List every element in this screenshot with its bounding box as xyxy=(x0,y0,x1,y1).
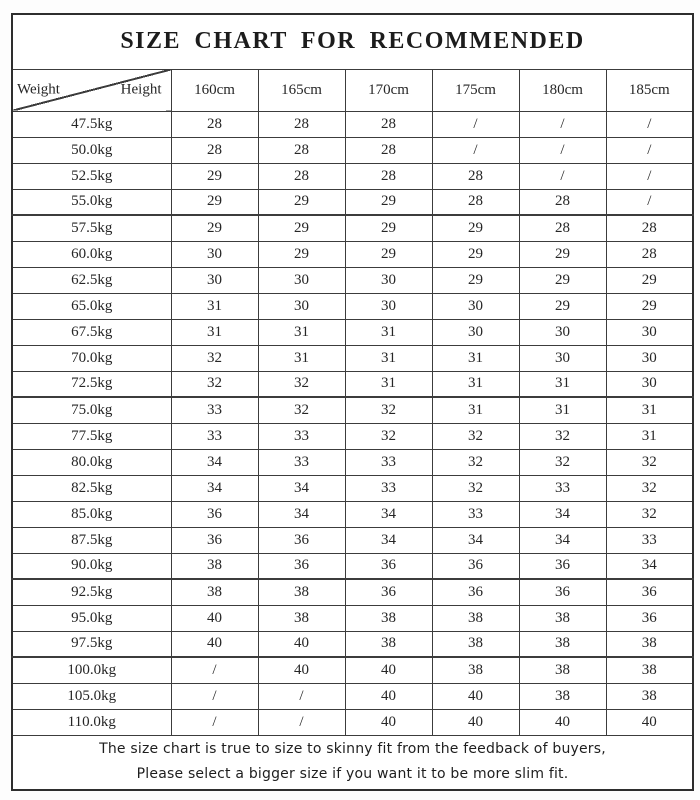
table-row xyxy=(12,267,693,293)
size-cell: 31 xyxy=(171,319,258,345)
footer-note xyxy=(12,735,693,790)
size-cell: 38 xyxy=(606,631,693,657)
size-cell: 36 xyxy=(606,579,693,605)
size-cell: 34 xyxy=(519,501,606,527)
size-cell: / xyxy=(171,683,258,709)
weight-cell: 55.0kg xyxy=(12,189,171,215)
size-cell: 29 xyxy=(519,293,606,319)
table-row xyxy=(12,657,693,683)
size-cell: 28 xyxy=(258,137,345,163)
size-cell: 32 xyxy=(345,423,432,449)
weight-cell: 52.5kg xyxy=(12,163,171,189)
weight-cell: 57.5kg xyxy=(12,215,171,241)
weight-cell: 82.5kg xyxy=(12,475,171,501)
size-cell: 31 xyxy=(345,345,432,371)
size-cell: 29 xyxy=(171,215,258,241)
weight-cell: 80.0kg xyxy=(12,449,171,475)
size-cell: 36 xyxy=(432,579,519,605)
size-cell: 40 xyxy=(171,605,258,631)
size-cell: 40 xyxy=(258,631,345,657)
column-header-170cm: 170cm xyxy=(345,69,432,111)
size-cell: 29 xyxy=(171,189,258,215)
size-cell: 28 xyxy=(258,163,345,189)
size-cell: 29 xyxy=(432,241,519,267)
size-cell: 40 xyxy=(171,631,258,657)
size-cell: 30 xyxy=(345,293,432,319)
weight-cell: 85.0kg xyxy=(12,501,171,527)
size-cell: 29 xyxy=(519,267,606,293)
size-cell: 30 xyxy=(258,293,345,319)
size-cell: 40 xyxy=(432,683,519,709)
size-cell: 29 xyxy=(519,241,606,267)
table-row xyxy=(12,423,693,449)
size-cell: 40 xyxy=(345,709,432,735)
size-cell: / xyxy=(519,163,606,189)
size-cell: 36 xyxy=(345,553,432,579)
size-cell: 30 xyxy=(258,267,345,293)
size-cell: 34 xyxy=(432,527,519,553)
size-cell: 28 xyxy=(345,111,432,137)
size-cell: 30 xyxy=(519,345,606,371)
table-row xyxy=(12,293,693,319)
weight-cell: 100.0kg xyxy=(12,657,171,683)
column-header-160cm: 160cm xyxy=(171,69,258,111)
size-cell: 31 xyxy=(171,293,258,319)
weight-cell: 67.5kg xyxy=(12,319,171,345)
size-cell: 33 xyxy=(432,501,519,527)
size-cell: 40 xyxy=(606,709,693,735)
column-header-185cm: 185cm xyxy=(606,69,693,111)
size-cell: 32 xyxy=(171,345,258,371)
size-cell: 28 xyxy=(171,111,258,137)
size-cell: 38 xyxy=(606,683,693,709)
size-cell: 36 xyxy=(345,579,432,605)
table-body xyxy=(12,111,693,735)
weight-cell: 47.5kg xyxy=(12,111,171,137)
weight-cell: 70.0kg xyxy=(12,345,171,371)
size-cell: 28 xyxy=(258,111,345,137)
size-cell: 33 xyxy=(606,527,693,553)
size-cell: 38 xyxy=(432,657,519,683)
size-cell: 28 xyxy=(345,163,432,189)
size-cell: 36 xyxy=(258,553,345,579)
size-cell: 38 xyxy=(432,605,519,631)
size-cell: 31 xyxy=(519,371,606,397)
size-cell: 28 xyxy=(606,241,693,267)
weight-cell: 97.5kg xyxy=(12,631,171,657)
size-cell: / xyxy=(606,163,693,189)
size-cell: 32 xyxy=(606,501,693,527)
column-header-180cm: 180cm xyxy=(519,69,606,111)
size-cell: 32 xyxy=(345,397,432,423)
size-cell: 38 xyxy=(606,657,693,683)
size-cell: 38 xyxy=(171,553,258,579)
table-row xyxy=(12,553,693,579)
table-row xyxy=(12,111,693,137)
size-cell: 40 xyxy=(258,657,345,683)
size-cell: 33 xyxy=(258,449,345,475)
table-row xyxy=(12,449,693,475)
size-cell: 30 xyxy=(606,345,693,371)
size-chart-table xyxy=(11,13,694,791)
weight-cell: 60.0kg xyxy=(12,241,171,267)
table-row xyxy=(12,189,693,215)
size-cell: 34 xyxy=(258,501,345,527)
table-row xyxy=(12,501,693,527)
size-cell: 32 xyxy=(432,449,519,475)
weight-cell: 95.0kg xyxy=(12,605,171,631)
size-cell: 28 xyxy=(432,163,519,189)
size-cell: 38 xyxy=(519,631,606,657)
table-row xyxy=(12,137,693,163)
size-cell: / xyxy=(606,189,693,215)
size-cell: 31 xyxy=(432,397,519,423)
size-cell: 38 xyxy=(258,579,345,605)
size-cell: 34 xyxy=(171,449,258,475)
size-cell: 38 xyxy=(519,605,606,631)
size-cell: 30 xyxy=(171,267,258,293)
size-cell: 30 xyxy=(432,293,519,319)
size-cell: 29 xyxy=(606,293,693,319)
chart-title: SIZE CHART FOR RECOMMENDED xyxy=(12,14,693,69)
size-cell: 40 xyxy=(345,657,432,683)
size-cell: 38 xyxy=(432,631,519,657)
table-row xyxy=(12,579,693,605)
table-row xyxy=(12,241,693,267)
table-row xyxy=(12,605,693,631)
size-cell: 28 xyxy=(519,189,606,215)
size-cell: / xyxy=(606,111,693,137)
weight-cell: 87.5kg xyxy=(12,527,171,553)
table-row xyxy=(12,709,693,735)
weight-cell: 105.0kg xyxy=(12,683,171,709)
table-row xyxy=(12,371,693,397)
size-cell: 31 xyxy=(519,397,606,423)
size-cell: 38 xyxy=(345,605,432,631)
size-cell: / xyxy=(258,709,345,735)
size-cell: 36 xyxy=(432,553,519,579)
size-cell: 31 xyxy=(606,397,693,423)
size-cell: 33 xyxy=(519,475,606,501)
size-cell: 29 xyxy=(606,267,693,293)
size-cell: 30 xyxy=(345,267,432,293)
size-cell: 32 xyxy=(519,449,606,475)
size-cell: 29 xyxy=(345,215,432,241)
size-cell: 36 xyxy=(519,553,606,579)
table-row xyxy=(12,215,693,241)
size-cell: 32 xyxy=(258,371,345,397)
size-cell: 32 xyxy=(606,449,693,475)
size-cell: 32 xyxy=(519,423,606,449)
table-row xyxy=(12,631,693,657)
size-cell: 28 xyxy=(171,137,258,163)
size-cell: / xyxy=(258,683,345,709)
weight-cell: 62.5kg xyxy=(12,267,171,293)
header-row xyxy=(12,69,693,111)
footer-row xyxy=(12,735,693,790)
size-cell: 29 xyxy=(345,189,432,215)
size-cell: 40 xyxy=(345,683,432,709)
size-cell: 32 xyxy=(606,475,693,501)
weight-cell: 110.0kg xyxy=(12,709,171,735)
size-cell: 28 xyxy=(519,215,606,241)
size-cell: / xyxy=(606,137,693,163)
table-row xyxy=(12,397,693,423)
size-cell: 31 xyxy=(258,319,345,345)
table-row xyxy=(12,345,693,371)
size-cell: 31 xyxy=(345,319,432,345)
weight-label: Weight xyxy=(17,81,60,98)
table-row xyxy=(12,319,693,345)
size-cell: 34 xyxy=(345,501,432,527)
size-cell: 28 xyxy=(345,137,432,163)
title-row xyxy=(12,14,693,69)
size-cell: 36 xyxy=(171,527,258,553)
size-cell: 38 xyxy=(171,579,258,605)
size-cell: 30 xyxy=(432,319,519,345)
weight-cell: 92.5kg xyxy=(12,579,171,605)
size-cell: 36 xyxy=(258,527,345,553)
size-cell: 30 xyxy=(606,319,693,345)
size-cell: 38 xyxy=(519,657,606,683)
size-cell: 29 xyxy=(432,267,519,293)
size-cell: 36 xyxy=(519,579,606,605)
size-cell: 33 xyxy=(171,423,258,449)
size-cell: 30 xyxy=(519,319,606,345)
weight-cell: 75.0kg xyxy=(12,397,171,423)
weight-cell: 77.5kg xyxy=(12,423,171,449)
footer-line-1: The size chart is true to size to skinny fit from the feedback of buyers, xyxy=(99,741,606,758)
size-cell: 38 xyxy=(345,631,432,657)
size-cell: 40 xyxy=(432,709,519,735)
size-cell: 31 xyxy=(345,371,432,397)
size-cell: 36 xyxy=(606,605,693,631)
size-cell: 38 xyxy=(258,605,345,631)
size-cell: 40 xyxy=(519,709,606,735)
size-cell: 38 xyxy=(519,683,606,709)
size-cell: / xyxy=(432,137,519,163)
weight-height-corner-cell xyxy=(12,69,171,111)
size-cell: 31 xyxy=(606,423,693,449)
size-cell: 33 xyxy=(258,423,345,449)
size-cell: 32 xyxy=(432,475,519,501)
column-header-165cm: 165cm xyxy=(258,69,345,111)
size-cell: / xyxy=(171,709,258,735)
size-cell: / xyxy=(171,657,258,683)
size-cell: 28 xyxy=(606,215,693,241)
size-cell: 33 xyxy=(171,397,258,423)
weight-cell: 65.0kg xyxy=(12,293,171,319)
size-cell: 29 xyxy=(258,215,345,241)
size-cell: 34 xyxy=(258,475,345,501)
size-cell: / xyxy=(519,111,606,137)
size-cell: / xyxy=(519,137,606,163)
size-cell: 29 xyxy=(258,241,345,267)
size-cell: 34 xyxy=(345,527,432,553)
table-row xyxy=(12,527,693,553)
weight-cell: 72.5kg xyxy=(12,371,171,397)
size-cell: 29 xyxy=(258,189,345,215)
size-cell: 29 xyxy=(171,163,258,189)
size-cell: / xyxy=(432,111,519,137)
size-cell: 31 xyxy=(432,371,519,397)
size-cell: 34 xyxy=(606,553,693,579)
size-cell: 32 xyxy=(432,423,519,449)
size-cell: 28 xyxy=(432,189,519,215)
table-row xyxy=(12,163,693,189)
size-cell: 30 xyxy=(171,241,258,267)
size-cell: 29 xyxy=(345,241,432,267)
size-cell: 31 xyxy=(432,345,519,371)
size-cell: 33 xyxy=(345,449,432,475)
height-label: Height xyxy=(120,81,162,98)
size-cell: 32 xyxy=(258,397,345,423)
size-cell: 36 xyxy=(171,501,258,527)
size-cell: 29 xyxy=(432,215,519,241)
size-cell: 34 xyxy=(519,527,606,553)
table-row xyxy=(12,683,693,709)
weight-cell: 90.0kg xyxy=(12,553,171,579)
size-cell: 30 xyxy=(606,371,693,397)
column-header-175cm: 175cm xyxy=(432,69,519,111)
footer-line-2: Please select a bigger size if you want it to be more slim fit. xyxy=(136,766,569,783)
size-cell: 31 xyxy=(258,345,345,371)
size-cell: 34 xyxy=(171,475,258,501)
table-row xyxy=(12,475,693,501)
size-cell: 32 xyxy=(171,371,258,397)
weight-cell: 50.0kg xyxy=(12,137,171,163)
size-cell: 33 xyxy=(345,475,432,501)
